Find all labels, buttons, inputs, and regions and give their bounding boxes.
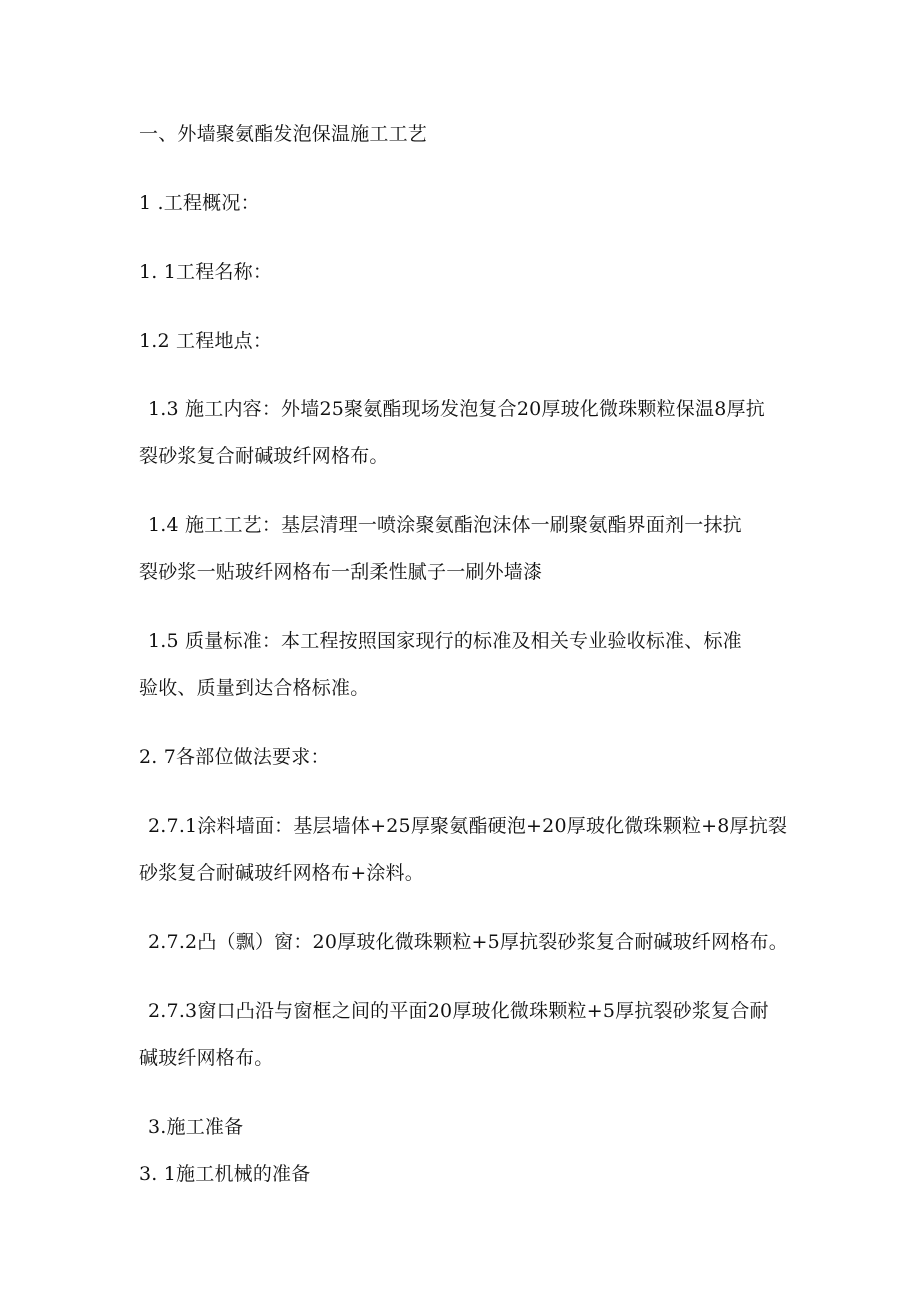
item-2-7-3-line-2: 碱玻纤网格布。 xyxy=(139,1047,274,1069)
document-heading: 一、外墙聚氨酯发泡保温施工工艺 xyxy=(139,123,428,145)
section-1-title: 1 .工程概况： xyxy=(139,192,260,214)
section-3-title: 3.施工准备 xyxy=(148,1116,244,1138)
item-1-1: 1. 1工程名称： xyxy=(139,261,273,283)
item-1-5-line-2: 验收、质量到达合格标准。 xyxy=(139,677,370,699)
item-2-7-3-line-1: 2.7.3窗口凸沿与窗框之间的平面20厚玻化微珠颗粒+5厚抗裂砂浆复合耐 xyxy=(148,1000,769,1022)
item-1-3-line-1: 1.3 施工内容：外墙25聚氨酯现场发泡复合20厚玻化微珠颗粒保温8厚抗 xyxy=(148,398,765,420)
item-2-7-1-line-2: 砂浆复合耐碱玻纤网格布+涂料。 xyxy=(139,862,424,884)
item-2-7: 2. 7各部位做法要求： xyxy=(139,746,330,768)
item-1-5-line-1: 1.5 质量标准：本工程按照国家现行的标准及相关专业验收标准、标准 xyxy=(148,630,742,652)
item-1-2: 1.2 工程地点： xyxy=(139,330,273,352)
item-3-1: 3. 1施工机械的准备 xyxy=(139,1163,311,1185)
item-1-4-line-2: 裂砂浆一贴玻纤网格布一刮柔性腻子一刷外墙漆 xyxy=(139,561,543,583)
item-2-7-2: 2.7.2凸（飘）窗：20厚玻化微珠颗粒+5厚抗裂砂浆复合耐碱玻纤网格布。 xyxy=(148,931,788,953)
item-1-4-line-1: 1.4 施工工艺：基层清理一喷涂聚氨酯泡沫体一刷聚氨酯界面剂一抹抗 xyxy=(148,514,742,536)
item-1-3-line-2: 裂砂浆复合耐碱玻纤网格布。 xyxy=(139,445,389,467)
item-2-7-1-line-1: 2.7.1涂料墙面：基层墙体+25厚聚氨酯硬泡+20厚玻化微珠颗粒+8厚抗裂 xyxy=(148,815,788,837)
